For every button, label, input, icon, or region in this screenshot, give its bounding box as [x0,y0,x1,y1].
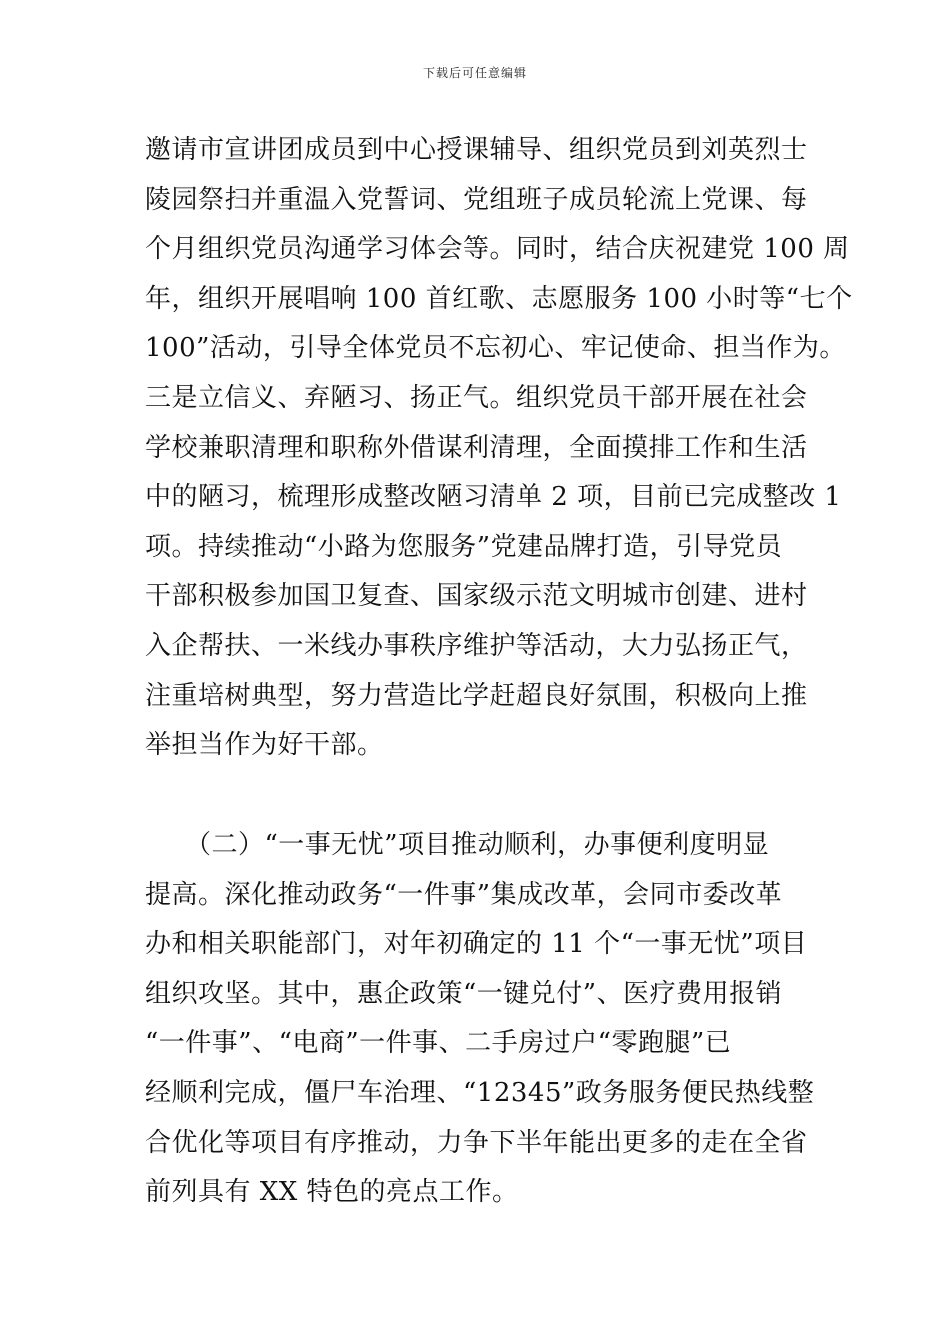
text-line: 经顺利完成，僵尸车治理、“12345”政务服务便民热线整 [145,1077,815,1108]
text-line: 陵园祭扫并重温入党誓词、党组班子成员轮流上党课、每 [145,184,808,215]
text-line: 三是立信义、弃陋习、扬正气。组织党员干部开展在社会 [145,382,808,413]
text-line: 提高。深化推动政务“一件事”集成改革，会同市委改革 [145,879,783,910]
text-line: 举担当作为好干部。 [145,730,384,761]
text-line: 入企帮扶、一米线办事秩序维护等活动，大力弘扬正气， [145,630,808,661]
text-line: 年，组织开展唱响 100 首红歌、志愿服务 100 小时等“七个 [145,283,853,314]
text-line: 合优化等项目有序推动，力争下半年能出更多的走在全省 [145,1127,808,1158]
text-line: 前列具有 XX 特色的亮点工作。 [145,1177,519,1208]
text-line: 组织攻坚。其中，惠企政策“一键兑付”、医疗费用报销 [145,978,783,1009]
text-line: 邀请市宣讲团成员到中心授课辅导、组织党员到刘英烈士 [145,135,808,165]
text-line: 个月组织党员沟通学习体会等。同时，结合庆祝建党 100 周 [145,234,850,265]
paragraph-1 [145,126,853,771]
text-line: 项。持续推动“小路为您服务”党建品牌打造，引导党员 [145,531,783,562]
text-line: 注重培树典型，努力营造比学赶超良好氛围，积极向上推 [145,680,808,711]
text-line: （二）“一事无忧”项目推动顺利，办事便利度明显 [145,830,770,860]
text-line: 学校兼职清理和职称外借谋利清理，全面摸排工作和生活 [145,432,808,463]
text-line: 中的陋习，梳理形成整改陋习清单 2 项，目前已完成整改 1 [145,482,842,513]
text-line: 办和相关职能部门，对年初确定的 11 个“一事无忧”项目 [145,929,808,960]
page-header-note: 下载后可任意编辑 [422,66,527,80]
text-line: “一件事”、“电商”一件事、二手房过户“零跑腿”已 [145,1028,732,1059]
paragraph-2 [145,821,817,1218]
text-line: 干部积极参加国卫复查、国家级示范文明城市创建、进村 [145,581,808,612]
text-line: 100”活动，引导全体党员不忘初心、牢记使命、担当作为。 [145,333,846,364]
